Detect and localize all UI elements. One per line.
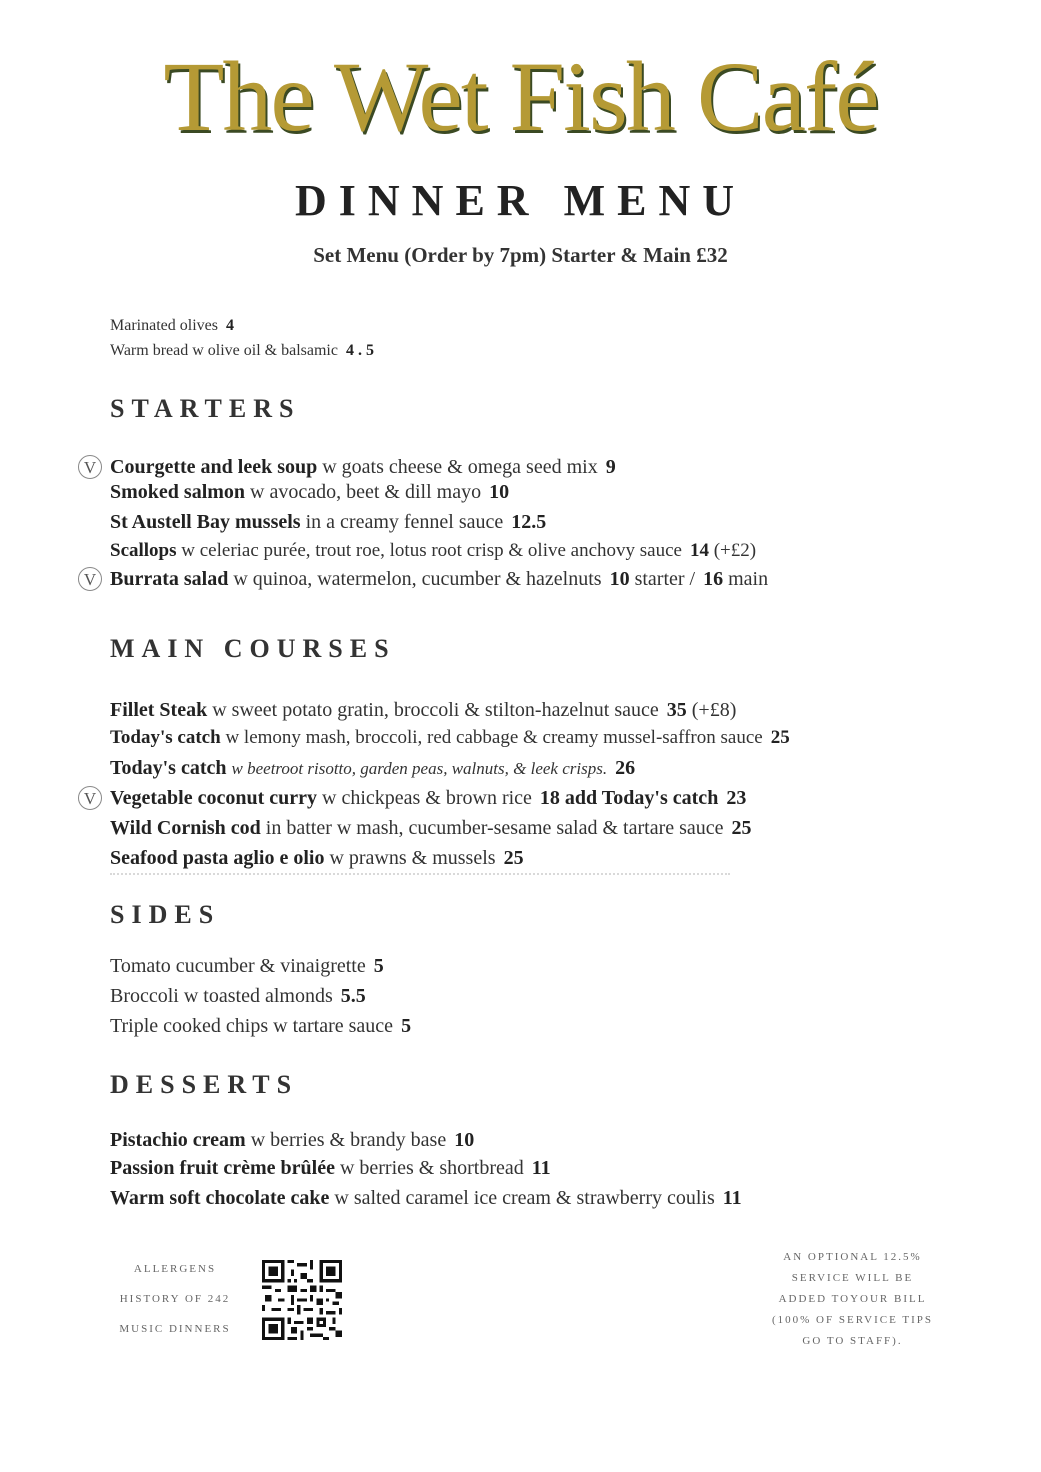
dish-price: 18 — [539, 787, 560, 809]
dish-price-main: 16 — [703, 568, 724, 590]
dish-price: 10 — [609, 568, 630, 590]
dish-desc: w celeriac purée, trout roe, lotus root crisp & olive anchovy sauce — [181, 540, 682, 561]
dish-desc: w prawns & mussels — [329, 847, 496, 869]
dish-desc: w quinoa, watermelon, cucumber & hazelnuts — [233, 568, 602, 590]
dish-name: St Austell Bay mussels — [110, 511, 301, 533]
dish-desc: in a creamy fennel sauce — [305, 511, 504, 533]
dish-addon: add Today's catch — [564, 787, 719, 809]
nibble-price: 4 . 5 — [345, 342, 374, 359]
vegetarian-icon: V — [78, 455, 102, 479]
service-note-line: GO TO STAFF). — [802, 1335, 903, 1347]
main-item — [110, 756, 635, 781]
dish-name: Today's catch — [110, 757, 227, 779]
dish-desc: w beetroot risotto, garden peas, walnuts, & leek crisps. — [231, 759, 608, 778]
dish-portion: starter / — [634, 568, 696, 590]
allergens-link[interactable]: ALLERGENS — [133, 1263, 217, 1275]
dish-desc: w berries & brandy base — [250, 1129, 447, 1151]
dessert-item — [110, 1186, 742, 1210]
starters-heading: STARTERS — [110, 394, 301, 423]
dish-portion: main — [728, 568, 769, 590]
dish-name: Fillet Steak — [110, 699, 208, 721]
dish-price: 14 — [689, 540, 709, 561]
main-item — [110, 726, 790, 750]
dish-price: 10 — [454, 1129, 475, 1151]
sides-heading: SIDES — [110, 900, 221, 929]
dish-name: Pistachio cream — [110, 1129, 246, 1151]
nibble-price: 4 — [225, 317, 234, 334]
dish-name: Courgette and leek soup — [110, 456, 318, 478]
dish-desc: w avocado, beet & dill mayo — [250, 481, 482, 503]
dish-addon-price: 23 — [726, 787, 747, 809]
dish-desc: in batter w mash, cucumber-sesame salad & tartare sauce — [265, 817, 724, 839]
dessert-item — [110, 1156, 551, 1180]
dish-price: 25 — [770, 727, 790, 748]
side-item — [110, 954, 384, 978]
vegetarian-icon: V — [78, 567, 102, 591]
dish-desc: w lemony mash, broccoli, red cabbage & creamy mussel-saffron sauce — [225, 727, 763, 748]
nibble-name: Marinated olives — [110, 317, 218, 334]
dish-supplement: (+£8) — [691, 699, 737, 721]
dish-supplement: (+£2) — [713, 540, 757, 561]
dish-desc: w berries & shortbread — [339, 1157, 524, 1179]
dish-name: Scallops — [110, 540, 177, 561]
side-price: 5.5 — [340, 985, 366, 1007]
history-link[interactable]: HISTORY OF 242 — [119, 1293, 231, 1305]
clipped-line-divider — [110, 873, 730, 881]
side-price: 5 — [401, 1015, 412, 1037]
side-item — [110, 984, 366, 1008]
dish-desc: w sweet potato gratin, broccoli & stilton-hazelnut sauce — [212, 699, 659, 721]
dish-desc: w salted caramel ice cream & strawberry coulis — [334, 1187, 715, 1209]
dish-desc: w goats cheese & omega seed mix — [322, 456, 598, 478]
nibble-item — [110, 339, 374, 363]
service-note-line: ADDED TOYOUR BILL — [778, 1293, 927, 1305]
starter-item — [110, 455, 616, 479]
main-item — [110, 698, 736, 722]
service-note-line: SERVICE WILL BE — [791, 1272, 914, 1284]
side-name: Broccoli w toasted almonds — [110, 985, 333, 1007]
main-item — [110, 786, 746, 810]
dish-price: 25 — [731, 817, 752, 839]
music-dinners-link[interactable]: MUSIC DINNERS — [119, 1323, 231, 1335]
service-note-line: AN OPTIONAL 12.5% — [783, 1251, 922, 1263]
set-menu-note: Set Menu (Order by 7pm) Starter & Main £32 — [313, 243, 728, 267]
side-name: Tomato cucumber & vinaigrette — [110, 955, 366, 977]
dish-price: 12.5 — [511, 511, 547, 533]
dish-name: Passion fruit crème brûlée — [110, 1157, 335, 1179]
starter-item — [110, 539, 756, 563]
side-item — [110, 1014, 411, 1038]
dish-name: Vegetable coconut curry — [110, 787, 317, 809]
starter-item — [110, 567, 768, 591]
dish-price: 25 — [503, 847, 524, 869]
nibble-item — [110, 314, 234, 338]
main-item — [110, 846, 524, 870]
starter-item — [110, 510, 546, 534]
mains-heading: MAIN COURSES — [110, 634, 396, 663]
dish-price: 35 — [666, 699, 687, 721]
dish-price: 9 — [605, 456, 616, 478]
nibble-name: Warm bread w olive oil & balsamic — [110, 342, 338, 359]
desserts-heading: DESSERTS — [110, 1070, 299, 1099]
service-note-line: (100% OF SERVICE TIPS — [771, 1314, 933, 1326]
side-price: 5 — [373, 955, 384, 977]
dish-price: 11 — [722, 1187, 742, 1209]
dish-name: Today's catch — [110, 727, 221, 748]
starter-item — [110, 480, 509, 504]
dish-price: 10 — [489, 481, 510, 503]
dish-price: 26 — [615, 757, 636, 779]
dish-desc: w chickpeas & brown rice — [322, 787, 532, 809]
side-name: Triple cooked chips w tartare sauce — [110, 1015, 394, 1037]
dessert-item — [110, 1128, 474, 1152]
cafe-logo: The Wet Fish Café — [163, 41, 878, 152]
dish-name: Smoked salmon — [110, 481, 246, 503]
main-item — [110, 816, 752, 840]
dish-name: Warm soft chocolate cake — [110, 1187, 330, 1209]
vegetarian-icon: V — [78, 786, 102, 810]
page-title: DINNER MENU — [295, 176, 746, 225]
qr-code-icon[interactable] — [262, 1260, 342, 1340]
dish-name: Seafood pasta aglio e olio — [110, 847, 325, 869]
dish-name: Burrata salad — [110, 568, 229, 590]
dish-name: Wild Cornish cod — [110, 817, 261, 839]
dish-price: 11 — [531, 1157, 551, 1179]
